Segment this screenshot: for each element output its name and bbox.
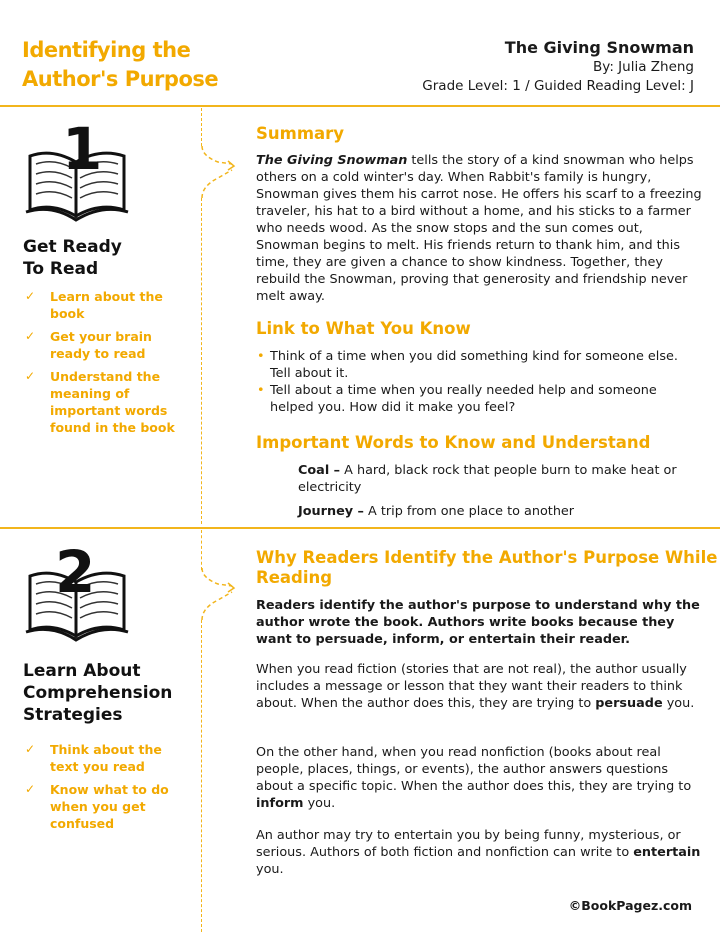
checkmark-icon: ✓ xyxy=(25,742,36,756)
column-divider xyxy=(201,620,202,932)
word-definition: Journey – A trip from one place to another xyxy=(298,504,575,519)
list-item: • Think of a time when you did something kind for someone else. Tell about it. xyxy=(257,349,678,381)
copyright: ©BookPagez.com xyxy=(568,898,692,913)
section-divider xyxy=(0,527,720,529)
column-divider xyxy=(201,530,202,570)
step-title-line: Get Ready xyxy=(23,237,122,257)
summary-heading: Summary xyxy=(256,124,345,143)
step-number: 1 xyxy=(62,115,103,183)
why-paragraph: On the other hand, when you read nonfiction (books about real people, places, things, or events), the author answers questions about a specific topic. When the author does this, they are trying to inform you. xyxy=(256,745,692,811)
words-heading: Important Words to Know and Understand xyxy=(256,433,651,452)
header-divider xyxy=(0,105,720,107)
word-term: Coal – xyxy=(298,463,341,478)
column-divider xyxy=(201,108,202,146)
word-definition: Coal – A hard, black rock that people burn to make heat or electricity xyxy=(298,463,677,495)
why-paragraph: An author may try to entertain you by being funny, mysterious, or serious. Authors of both fiction and nonfiction can write to entertain you. xyxy=(256,828,701,877)
why-intro: Readers identify the author's purpose to understand why the author wrote the book. Authors write books because they want to persuade, inform, or entertain their reader. xyxy=(256,598,700,647)
arrow-icon xyxy=(198,566,238,622)
book-title: The Giving Snowman xyxy=(504,38,694,57)
link-heading: Link to What You Know xyxy=(256,319,471,338)
step-title-line: Comprehension xyxy=(23,683,173,703)
why-heading: Why Readers Identify the Author's Purpose While Reading xyxy=(256,548,718,587)
book-info xyxy=(422,38,694,96)
link-bullet-list xyxy=(256,348,702,416)
summary-book-title: The Giving Snowman xyxy=(256,153,408,168)
checklist xyxy=(23,288,193,442)
word-term: Journey – xyxy=(298,504,364,519)
checklist-item: ✓ Understand the meaning of important words found in the book xyxy=(25,369,175,435)
checklist-item: ✓ Get your brain ready to read xyxy=(25,329,152,361)
summary-text: The Giving Snowman tells the story of a kind snowman who helps others on a cold winter's day. When Rabbit's family is hungry, Snowman gives them his carrot nose. He offers his scarf to a freezing traveler, his hat to a bird without a home, and his sticks to a farmer who needs wood. As the snow stops and the sun comes out, Snowman begins to melt. His friends return to thank him, and this time, they are given a chance to show kindness. Together, they rebuild the Snowman, proving that generosity and friendship never melt away. xyxy=(256,153,702,304)
bullet-icon: • xyxy=(257,349,265,364)
book-author: By: Julia Zheng xyxy=(593,59,694,75)
step-title-line: To Read xyxy=(23,259,99,279)
checklist-item: ✓ Think about the text you read xyxy=(25,742,162,774)
step-title xyxy=(23,660,172,726)
checklist xyxy=(23,741,193,838)
checklist-item: ✓ Know what to do when you get confused xyxy=(25,782,169,831)
step-title-line: Learn About xyxy=(23,661,141,681)
step-title xyxy=(23,236,122,280)
bullet-icon: • xyxy=(257,383,265,398)
book-levels: Grade Level: 1 / Guided Reading Level: J xyxy=(422,78,694,94)
why-paragraph: When you read fiction (stories that are not real), the author usually includes a message or lesson that they want their readers to think about. When the author does this, they are trying to persuade you. xyxy=(256,662,695,711)
list-item: • Tell about a time when you really needed help and someone helped you. How did it make you feel? xyxy=(257,383,657,415)
step-number: 2 xyxy=(55,538,96,606)
page-title-line1: Identifying the xyxy=(22,38,191,62)
checkmark-icon: ✓ xyxy=(25,289,36,303)
arrow-icon xyxy=(198,144,238,200)
page-title xyxy=(22,36,218,94)
checkmark-icon: ✓ xyxy=(25,329,36,343)
checkmark-icon: ✓ xyxy=(25,782,36,796)
step-title-line: Strategies xyxy=(23,705,123,725)
page-title-line2: Author's Purpose xyxy=(22,67,219,91)
checkmark-icon: ✓ xyxy=(25,369,36,383)
checklist-item: ✓ Learn about the book xyxy=(25,289,163,321)
column-divider xyxy=(201,198,202,524)
